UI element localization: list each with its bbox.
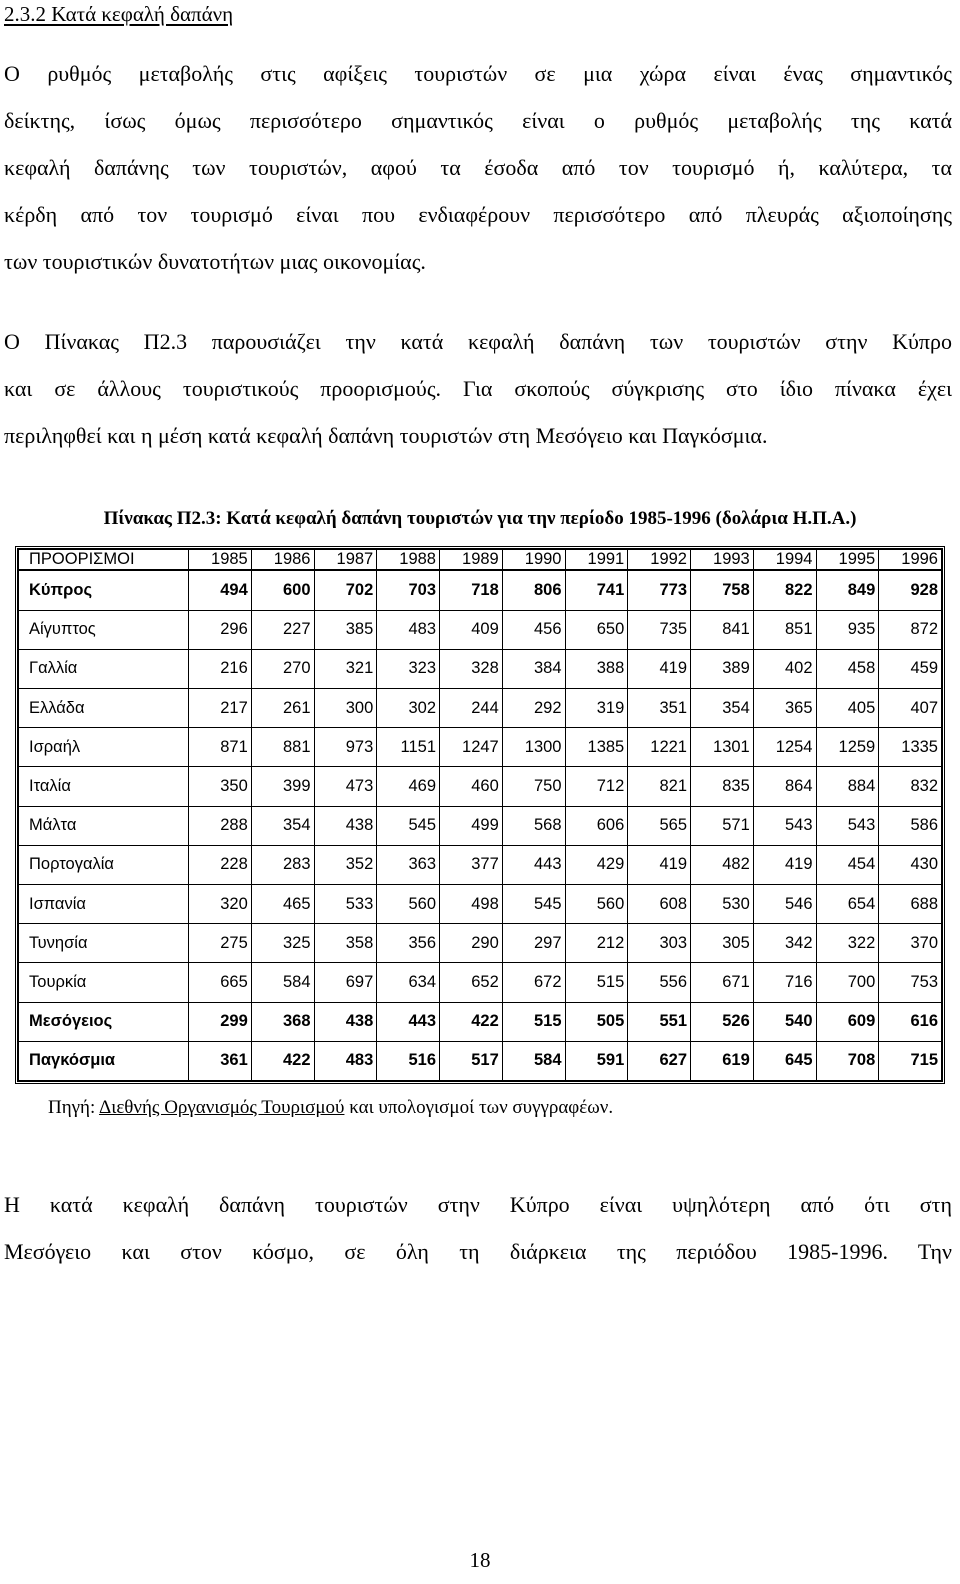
spending-value-cell: 388: [565, 649, 628, 688]
table-row: [19, 689, 942, 728]
spending-value-cell: 217: [189, 689, 252, 728]
section-heading: 2.3.2 Κατά κεφαλή δαπάνη: [4, 2, 234, 26]
spending-value-cell: 270: [251, 649, 314, 688]
spending-value-cell: 483: [377, 610, 440, 649]
spending-value-cell: 399: [251, 767, 314, 806]
spending-value-cell: 928: [879, 570, 942, 610]
spending-value-cell: 323: [377, 649, 440, 688]
table-header-row: [19, 550, 942, 571]
spending-value-cell: 473: [314, 767, 377, 806]
spending-value-cell: 356: [377, 924, 440, 963]
table-row: [19, 924, 942, 963]
spending-value-cell: 700: [816, 963, 879, 1002]
spending-value-cell: 526: [691, 1002, 754, 1041]
row-destination-name: Παγκόσμια: [19, 1041, 189, 1080]
spending-value-cell: 458: [816, 649, 879, 688]
spending-value-cell: 227: [251, 610, 314, 649]
spending-value-cell: 438: [314, 806, 377, 845]
row-destination-name: Κύπρος: [19, 570, 189, 610]
spending-value-cell: 606: [565, 806, 628, 845]
paragraph-line: κεφαλή δαπάνης των τουριστών, αφού τα έσοδα από τον τουρισμό ή, καλύτερα, τα: [4, 155, 952, 180]
spending-value-cell: 389: [691, 649, 754, 688]
row-destination-name: Ισραήλ: [19, 728, 189, 767]
source-rest: και υπολογισμοί των συγγραφέων.: [344, 1097, 614, 1118]
spending-value-cell: 460: [440, 767, 503, 806]
spending-value-cell: 832: [879, 767, 942, 806]
spending-value-cell: 616: [879, 1002, 942, 1041]
spending-value-cell: 715: [879, 1041, 942, 1080]
spending-value-cell: 515: [565, 963, 628, 1002]
spending-value-cell: 758: [691, 570, 754, 610]
spending-value-cell: 261: [251, 689, 314, 728]
column-header-year: 1994: [753, 550, 816, 571]
spending-value-cell: 652: [440, 963, 503, 1002]
row-destination-name: Ελλάδα: [19, 689, 189, 728]
spending-value-cell: 482: [691, 845, 754, 884]
spending-value-cell: 419: [628, 845, 691, 884]
column-header-year: 1986: [251, 550, 314, 571]
spending-value-cell: 321: [314, 649, 377, 688]
spending-value-cell: 712: [565, 767, 628, 806]
spending-value-cell: 402: [753, 649, 816, 688]
column-header-year: 1987: [314, 550, 377, 571]
spending-value-cell: 483: [314, 1041, 377, 1080]
table-row: [19, 806, 942, 845]
spending-value-cell: 608: [628, 884, 691, 923]
spending-value-cell: 456: [502, 610, 565, 649]
column-header-year: 1995: [816, 550, 879, 571]
spending-value-cell: 302: [377, 689, 440, 728]
spending-value-cell: 1385: [565, 728, 628, 767]
spending-value-cell: 773: [628, 570, 691, 610]
spending-value-cell: 841: [691, 610, 754, 649]
spending-value-cell: 515: [502, 1002, 565, 1041]
spending-value-cell: 609: [816, 1002, 879, 1041]
spending-value-cell: 469: [377, 767, 440, 806]
spending-value-cell: 571: [691, 806, 754, 845]
spending-value-cell: 328: [440, 649, 503, 688]
spending-value-cell: 430: [879, 845, 942, 884]
spending-value-cell: 584: [251, 963, 314, 1002]
spending-value-cell: 212: [565, 924, 628, 963]
spending-value-cell: 422: [251, 1041, 314, 1080]
spending-value-cell: 750: [502, 767, 565, 806]
spending-value-cell: 299: [189, 1002, 252, 1041]
row-destination-name: Ιταλία: [19, 767, 189, 806]
spending-value-cell: 1221: [628, 728, 691, 767]
spending-value-cell: 384: [502, 649, 565, 688]
table-row: [19, 884, 942, 923]
row-destination-name: Ισπανία: [19, 884, 189, 923]
spending-value-cell: 407: [879, 689, 942, 728]
spending-value-cell: 864: [753, 767, 816, 806]
spending-value-cell: 405: [816, 689, 879, 728]
row-destination-name: Γαλλία: [19, 649, 189, 688]
spending-value-cell: 634: [377, 963, 440, 1002]
spending-value-cell: 438: [314, 1002, 377, 1041]
spending-value-cell: 1151: [377, 728, 440, 767]
spending-value-cell: 1254: [753, 728, 816, 767]
column-header-year: 1985: [189, 550, 252, 571]
table-caption: Πίνακας Π2.3: Κατά κεφαλή δαπάνη τουριστών για την περίοδο 1985-1996 (δολάρια Η.Π.Α.): [103, 508, 857, 529]
conclusion-paragraph: [4, 1181, 952, 1275]
table-row: [19, 1002, 942, 1041]
paragraph-line: και σε άλλους τουριστικούς προορισμούς. Για σκοπούς σύγκρισης στο ίδιο πίνακα έχει: [4, 376, 952, 401]
table-intro-paragraph: [4, 318, 952, 459]
spending-value-cell: 716: [753, 963, 816, 1002]
paragraph-line: δείκτης, ίσως όμως περισσότερο σημαντικός είναι ο ρυθμός μεταβολής της κατά: [4, 108, 952, 133]
spending-value-cell: 551: [628, 1002, 691, 1041]
spending-value-cell: 429: [565, 845, 628, 884]
spending-value-cell: 884: [816, 767, 879, 806]
spending-value-cell: 363: [377, 845, 440, 884]
spending-value-cell: 354: [691, 689, 754, 728]
spending-value-cell: 872: [879, 610, 942, 649]
spending-table: [18, 549, 942, 1081]
spending-value-cell: 671: [691, 963, 754, 1002]
paragraph-line: Η κατά κεφαλή δαπάνη τουριστών στην Κύπρο είναι υψηλότερη από ότι στη: [4, 1192, 952, 1217]
spending-value-cell: 320: [189, 884, 252, 923]
spending-value-cell: 871: [189, 728, 252, 767]
spending-value-cell: 1247: [440, 728, 503, 767]
spending-value-cell: 835: [691, 767, 754, 806]
column-header-year: 1992: [628, 550, 691, 571]
spending-value-cell: 560: [377, 884, 440, 923]
spending-value-cell: 545: [502, 884, 565, 923]
spending-value-cell: 665: [189, 963, 252, 1002]
spending-value-cell: 881: [251, 728, 314, 767]
paragraph-line: Ο Πίνακας Π2.3 παρουσιάζει την κατά κεφαλή δαπάνη των τουριστών στην Κύπρο: [4, 329, 952, 354]
spending-value-cell: 688: [879, 884, 942, 923]
spending-value-cell: 342: [753, 924, 816, 963]
spending-value-cell: 556: [628, 963, 691, 1002]
spending-value-cell: 517: [440, 1041, 503, 1080]
table-body: [19, 570, 942, 1081]
table-row: [19, 963, 942, 1002]
column-header-year: 1988: [377, 550, 440, 571]
column-header-year: 1990: [502, 550, 565, 571]
spending-value-cell: 849: [816, 570, 879, 610]
column-header-year: 1991: [565, 550, 628, 571]
spending-value-cell: 600: [251, 570, 314, 610]
spending-value-cell: 465: [251, 884, 314, 923]
spending-value-cell: 516: [377, 1041, 440, 1080]
column-header-destination: ΠΡΟΟΡΙΣΜΟΙ: [19, 550, 189, 571]
spending-value-cell: 443: [377, 1002, 440, 1041]
spending-value-cell: 499: [440, 806, 503, 845]
spending-table-frame: [15, 546, 945, 1084]
row-destination-name: Τουρκία: [19, 963, 189, 1002]
spending-value-cell: 319: [565, 689, 628, 728]
row-destination-name: Τυνησία: [19, 924, 189, 963]
spending-value-cell: 821: [628, 767, 691, 806]
spending-value-cell: 288: [189, 806, 252, 845]
spending-value-cell: 292: [502, 689, 565, 728]
spending-value-cell: 354: [251, 806, 314, 845]
spending-value-cell: 533: [314, 884, 377, 923]
spending-value-cell: 565: [628, 806, 691, 845]
spending-value-cell: 540: [753, 1002, 816, 1041]
spending-value-cell: 1301: [691, 728, 754, 767]
spending-value-cell: 973: [314, 728, 377, 767]
spending-value-cell: 586: [879, 806, 942, 845]
spending-value-cell: 543: [753, 806, 816, 845]
spending-value-cell: 443: [502, 845, 565, 884]
column-header-year: 1996: [879, 550, 942, 571]
spending-value-cell: 1300: [502, 728, 565, 767]
paragraph-line: περιληφθεί και η μέση κατά κεφαλή δαπάνη τουριστών στη Μεσόγειο και Παγκόσμια.: [4, 423, 768, 448]
spending-value-cell: 303: [628, 924, 691, 963]
spending-value-cell: 1259: [816, 728, 879, 767]
spending-value-cell: 275: [189, 924, 252, 963]
spending-value-cell: 505: [565, 1002, 628, 1041]
page-number: 18: [469, 1548, 491, 1572]
spending-value-cell: 409: [440, 610, 503, 649]
table-row: [19, 610, 942, 649]
spending-value-cell: 530: [691, 884, 754, 923]
spending-value-cell: 365: [753, 689, 816, 728]
spending-value-cell: 568: [502, 806, 565, 845]
row-destination-name: Μεσόγειος: [19, 1002, 189, 1041]
spending-value-cell: 377: [440, 845, 503, 884]
paragraph-line: των τουριστικών δυνατοτήτων μιας οικονομίας.: [4, 249, 426, 274]
spending-value-cell: 350: [189, 767, 252, 806]
source-label: Πηγή:: [48, 1097, 99, 1118]
spending-value-cell: 370: [879, 924, 942, 963]
spending-value-cell: 358: [314, 924, 377, 963]
row-destination-name: Πορτογαλία: [19, 845, 189, 884]
spending-value-cell: 697: [314, 963, 377, 1002]
spending-value-cell: 351: [628, 689, 691, 728]
table-row: [19, 728, 942, 767]
spending-value-cell: 708: [816, 1041, 879, 1080]
spending-value-cell: 822: [753, 570, 816, 610]
spending-value-cell: 543: [816, 806, 879, 845]
spending-value-cell: 244: [440, 689, 503, 728]
spending-value-cell: 459: [879, 649, 942, 688]
spending-value-cell: 627: [628, 1041, 691, 1080]
spending-value-cell: 322: [816, 924, 879, 963]
intro-paragraph: [4, 50, 952, 285]
spending-value-cell: 851: [753, 610, 816, 649]
spending-value-cell: 935: [816, 610, 879, 649]
spending-value-cell: 283: [251, 845, 314, 884]
spending-value-cell: 718: [440, 570, 503, 610]
spending-value-cell: 654: [816, 884, 879, 923]
column-header-year: 1993: [691, 550, 754, 571]
spending-value-cell: 498: [440, 884, 503, 923]
table-row: [19, 767, 942, 806]
spending-value-cell: 368: [251, 1002, 314, 1041]
spending-value-cell: 300: [314, 689, 377, 728]
spending-value-cell: 216: [189, 649, 252, 688]
row-destination-name: Αίγυπτος: [19, 610, 189, 649]
source-note: [48, 1097, 613, 1119]
row-destination-name: Μάλτα: [19, 806, 189, 845]
spending-value-cell: 296: [189, 610, 252, 649]
spending-value-cell: 741: [565, 570, 628, 610]
spending-value-cell: 419: [628, 649, 691, 688]
spending-value-cell: 806: [502, 570, 565, 610]
spending-value-cell: 703: [377, 570, 440, 610]
spending-value-cell: 352: [314, 845, 377, 884]
spending-value-cell: 645: [753, 1041, 816, 1080]
source-organization: Διεθνής Οργανισμός Τουρισμού: [98, 1097, 345, 1118]
spending-value-cell: 385: [314, 610, 377, 649]
spending-value-cell: 290: [440, 924, 503, 963]
paragraph-line: Ο ρυθμός μεταβολής στις αφίξεις τουριστών σε μια χώρα είναι ένας σημαντικός: [4, 61, 952, 86]
spending-value-cell: 560: [565, 884, 628, 923]
table-row: [19, 570, 942, 610]
spending-value-cell: 305: [691, 924, 754, 963]
spending-value-cell: 454: [816, 845, 879, 884]
spending-value-cell: 361: [189, 1041, 252, 1080]
spending-value-cell: 228: [189, 845, 252, 884]
spending-value-cell: 545: [377, 806, 440, 845]
spending-value-cell: 735: [628, 610, 691, 649]
table-row: [19, 845, 942, 884]
column-header-year: 1989: [440, 550, 503, 571]
table-row: [19, 649, 942, 688]
spending-value-cell: 1335: [879, 728, 942, 767]
spending-value-cell: 325: [251, 924, 314, 963]
spending-value-cell: 546: [753, 884, 816, 923]
paragraph-line: Μεσόγειο και στον κόσμο, σε όλη τη διάρκεια της περιόδου 1985-1996. Την: [4, 1239, 952, 1264]
spending-value-cell: 753: [879, 963, 942, 1002]
spending-value-cell: 702: [314, 570, 377, 610]
spending-value-cell: 650: [565, 610, 628, 649]
spending-value-cell: 422: [440, 1002, 503, 1041]
table-row: [19, 1041, 942, 1080]
spending-value-cell: 591: [565, 1041, 628, 1080]
spending-value-cell: 672: [502, 963, 565, 1002]
spending-value-cell: 297: [502, 924, 565, 963]
spending-value-cell: 584: [502, 1041, 565, 1080]
spending-value-cell: 494: [189, 570, 252, 610]
paragraph-line: κέρδη από τον τουρισμό είναι που ενδιαφέρουν περισσότερο από πλευράς αξιοποίησης: [4, 202, 952, 227]
spending-value-cell: 619: [691, 1041, 754, 1080]
spending-value-cell: 419: [753, 845, 816, 884]
